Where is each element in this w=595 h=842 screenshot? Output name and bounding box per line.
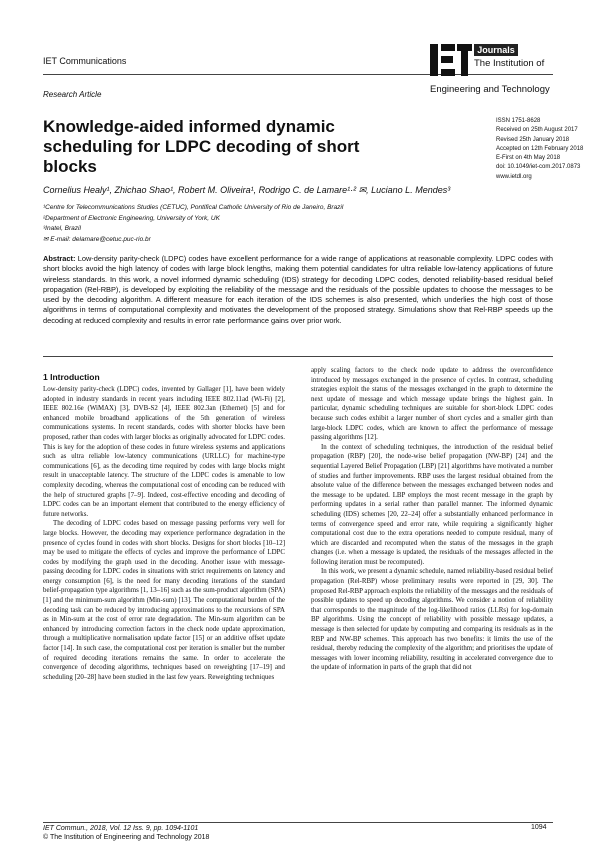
body-paragraph: In this work, we present a dynamic schedule, named reliability-based residual belief propagation (Rel-RBP) whose preliminary results were reported in [29, 30]. The proposed Rel-RBP approach exploits the reliability of the messages and the residuals of possible updates to speed up decoding algorithms. We consider a notion of reliability that corresponds to the magnitude of the log-likelihood ratios (LLRs) for log-domain BP algorithms. Using the concept of reliability with possible message updates, a message is then selected for update by computing and comparing its residuals as in the RBP and NW-BP schemes. This approach has two benefits: it limits the use of the residual, thereby reducing the complexity of the algorithm; and prioritises the update of messages with lower incoming reliability, resulting in accelerated convergence due to the update of information in parts of the graph that did not xyxy=(311,568,553,672)
abstract-label: Abstract: xyxy=(43,254,76,263)
paper-title: Knowledge-aided informed dynamic scheduling for LDPC decoding of short blocks xyxy=(43,117,360,176)
footer-citation-block xyxy=(43,824,209,842)
page-number: 1094 xyxy=(531,824,547,831)
meta-revised: Revised 25th January 2018 xyxy=(496,136,570,143)
iet-logo xyxy=(430,44,560,104)
body-paragraph: apply scaling factors to the check node update to address the overconfidence introduced by messages exchanged in the presence of cycles. In contrast, scheduling strategies exploit the status of the messages exchanged in the graph to determine the next update of message and which message update brings the highest gain. In particular, dynamic scheduling techniques are suitable for short-block LDPC codes because such codes exhibit a larger number of short cycles and a smaller girth than large-block LDPC codes, which are known to affect the performance of message passing algorithms [12]. xyxy=(311,367,553,442)
left-column xyxy=(43,385,285,682)
meta-issn: ISSN 1751-8628 xyxy=(496,118,541,124)
abstract-text: Low-density parity-check (LDPC) codes have excellent performance for a wide range of applications at reasonable complexity. LDPC codes with short blocks avoid the high latency of codes with large block lengths, making them potential candidates for ultra reliable low-latency applications of future wireless standards. In this work, a novel informed dynamic scheduling (IDS) strategy for decoding LDPC codes, denoted reliability-based residual belief propagation (Rel-RBP), is developed by exploiting the reliability of the message and the residuals of the possible updates to choose the messages to be used by the decoding algorithm. A different measure for each iteration of the IDS schemes is also presented, which underlies the high cost of those algorithms in terms of computational complexity and motivates the development of the proposed strategy. Simulations show that Rel-RBP speeds up the decoding at reduced complexity and results in error rate performance gains over prior work. xyxy=(43,254,553,325)
right-column xyxy=(311,366,553,673)
body-paragraph: Low-density parity-check (LDPC) codes, invented by Gallager [1], have been widely adopted in industry standards in recent years including IEEE 802.11ad (Wi-Fi) [2], IEEE 802.16e (WiMAX) [3], DVB-S2 [4], IEEE 802.3an (Ethernet) [5] and for enhanced mobile broadband applications of the 5th generation of wireless communications systems. In recent standards, codes with shorter blocks have been proposed, rather than codes with larger blocks as originally advocated for LDPC codes. This is key for the adoption of these codes in future wireless systems and applications such as ultra reliable low-latency communications (URLLC) for machine-type communications [6], as the decoding time required by codes with large blocks might result in unacceptable latency. The structure of the LDPC codes is amenable to low complexity decoding, whereas the computational cost of encoding can be reduced with the help of structured graphs [7–9]. Indeed, cost-effective encoding and decoding of LDPC codes can be an important element that contributed to the energy efficiency of future networks. xyxy=(43,386,285,518)
meta-doi: doi: 10.1049/iet-com.2017.0873 xyxy=(496,164,581,171)
footer-citation: IET Commun., 2018, Vol. 12 Iss. 9, pp. 1094-1101 xyxy=(43,825,199,832)
meta-website: www.ietdl.org xyxy=(496,173,532,180)
iet-logo-mark-icon xyxy=(430,44,472,76)
article-type: Research Article xyxy=(43,90,102,99)
affiliation-3: ³Inatel, Brazil xyxy=(43,225,81,232)
journal-name: IET Communications xyxy=(43,56,127,66)
abstract xyxy=(43,254,553,326)
logo-line-2: Engineering and Technology xyxy=(430,84,550,95)
meta-accepted: Accepted on 12th February 2018 xyxy=(496,145,584,152)
section-heading: 1 Introduction xyxy=(43,372,100,382)
journals-badge: Journals xyxy=(474,44,518,56)
corresponding-email: ✉ E-mail: delamare@cetuc.puc-rio.br xyxy=(43,235,151,243)
article-metadata xyxy=(496,117,584,182)
body-paragraph: In the context of scheduling techniques, the introduction of the residual belief propagation (RBP) [20], the node-wise belief propagation (NW-BP) [24] and the sequential Layered Belief Propagation (LBP) [21] algorithms have motivated a number of studies and further improvements. RBP uses the largest residual obtained from the absolute value of the difference between the messages exchanged between nodes and the message to be updated. LBP employs the most recent message in the graph by performing updates in a serial rather than parallel manner. The informed dynamic scheduling (IDS) schemes [20, 22–24] offer a substantially enhanced performance in terms of convergence speed and error rate, while requiring a significantly higher computational cost due to the extra operations needed to compute residual, many of which are discarded and recomputed when the status of the messages in the graph changes (i.e. when a message is updated, the residuals of the messages affected in the following iteration must be recomputed). xyxy=(311,443,553,566)
author-list: Cornelius Healy¹, Zhichao Shao¹, Robert M. Oliveira¹, Rodrigo C. de Lamare¹·² ✉, Luciano L. Mendes³ xyxy=(43,185,451,195)
affiliation-1: ¹Centre for Telecommunications Studies (CETUC), Pontifical Catholic University of Rio de Janeiro, Brazil xyxy=(43,204,344,211)
footer-divider xyxy=(43,822,553,823)
meta-received: Received on 25th August 2017 xyxy=(496,127,578,134)
footer-copyright: © The Institution of Engineering and Technology 2018 xyxy=(43,834,210,841)
logo-line-1: The Institution of xyxy=(474,58,545,69)
body-paragraph: The decoding of LDPC codes based on message passing performs very well for large blocks. However, the decoding may experience performance degradation in the presence of cycles found in codes with short blocks. Designs for short blocks [10–12] may be used to mitigate the effects of cycles and improve the performance of LDPC codes by modifying the graph used in the decoding. Another issue with message-passing decoding for LDPC codes in situations with strict requirements on latency and energy consumption [6], is the need for many decoding iterations of the standard belief-propagation type algorithms [1, 13–16] such as the sum-product algorithm (SPA) [1] and the minimum-sum algorithm (Min-sum) [13]. The computational burden of the decoding task can be reduced by introducing approximations to the recursions of SPA as in Min-sum at the cost of error rate degradation. The Min-sum algorithm can be enhanced by introducing correction factors in the check node update approximation, through a multiplicative normalisation update factor [15] or an additive offset update factor [14]. In such case, the computational cost per iteration is smaller but the number of required decoding iterations remains the same. In order to accelerate the convergence of decoding algorithms, techniques based on reweighting [17–19] and scheduling [20–28] have been studied in the last few years. Reweighting techniques xyxy=(43,520,285,681)
meta-efirst: E-First on 4th May 2018 xyxy=(496,155,561,162)
affiliations xyxy=(43,203,553,245)
affiliation-2: ²Department of Electronic Engineering, University of York, UK xyxy=(43,214,220,222)
abstract-divider xyxy=(43,356,553,357)
